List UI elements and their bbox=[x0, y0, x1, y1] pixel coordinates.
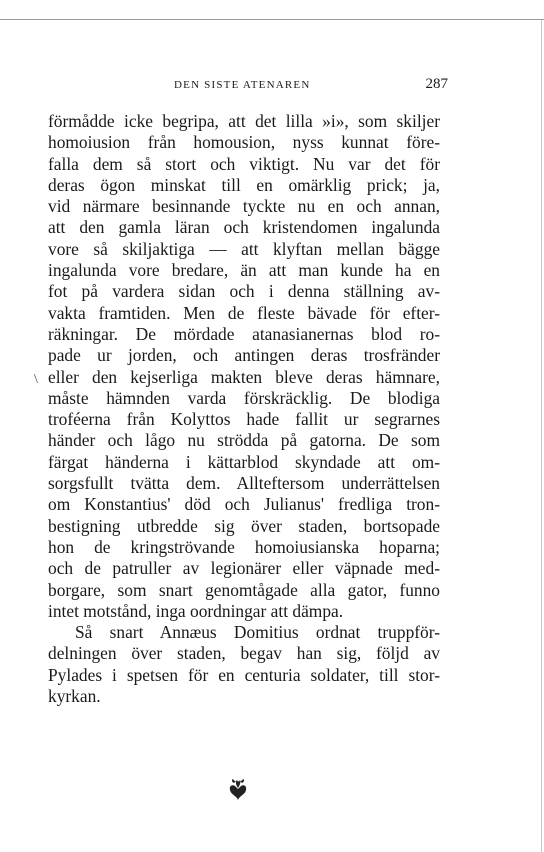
text-line: falla dem så stort och viktigt. Nu var det för bbox=[48, 153, 440, 174]
page-top-rule bbox=[0, 19, 544, 20]
text-line: och de patruller av legionärer eller väpnade med- bbox=[48, 558, 440, 579]
text-line: Så snart Annæus Domitius ordnat truppför- bbox=[75, 622, 440, 643]
running-title: DEN SISTE ATENAREN bbox=[174, 79, 311, 91]
text-line: räkningar. De mördade atanasianernas blod ro- bbox=[48, 323, 440, 344]
fleuron-ornament-icon bbox=[228, 779, 248, 801]
text-line: troféerna från Kolyttos hade fallit ur segrarnes bbox=[48, 409, 440, 430]
text-line: färgat händerna i kättarblod skyndade att om- bbox=[48, 451, 440, 472]
page-right-edge bbox=[541, 20, 542, 852]
text-line: intet motstånd, inga oordningar att dämpa. bbox=[48, 600, 344, 621]
text-line: deras ögon minskat till en omärklig prick; ja, bbox=[48, 174, 440, 195]
text-line: fot på vardera sidan och i denna ställning av- bbox=[48, 281, 440, 302]
text-line: hon de kringströvande homoiusianska hoparna; bbox=[48, 536, 440, 557]
margin-mark: \ bbox=[34, 372, 38, 387]
body-text bbox=[48, 111, 440, 707]
text-line: homoiusion från homousion, nyss kunnat före- bbox=[48, 132, 440, 153]
text-line: borgare, som snart genomtågade alla gator, funno bbox=[48, 579, 440, 600]
text-line: vid närmare besinnande tyckte nu en och annan, bbox=[48, 196, 440, 217]
text-line: bestigning utbredde sig över staden, bortsopade bbox=[48, 515, 440, 536]
text-line: kyrkan. bbox=[48, 686, 101, 707]
text-line: händer och lågo nu strödda på gatorna. De som bbox=[48, 430, 440, 451]
text-line: eller den kejserliga makten bleve deras hämnare, bbox=[48, 366, 440, 387]
text-line: sorgsfullt tvätta dem. Allteftersom underrättelsen bbox=[48, 473, 440, 494]
running-header bbox=[48, 76, 448, 98]
text-line: Pylades i spetsen för en centuria soldater, till stor- bbox=[48, 664, 440, 685]
text-line: att den gamla läran och kristendomen ingalunda bbox=[48, 217, 440, 238]
text-line: förmådde icke begripa, att det lilla »i», som skiljer bbox=[48, 111, 440, 131]
text-line: vore så skiljaktiga — att klyftan mellan bägge bbox=[48, 238, 440, 259]
text-line: ingalunda vore bredare, än att man kunde ha en bbox=[48, 260, 440, 281]
page-number: 287 bbox=[425, 76, 448, 92]
text-line: delningen över staden, begav han sig, följd av bbox=[48, 643, 440, 664]
text-line: vakta framtiden. Men de fleste bävade för efter- bbox=[48, 302, 440, 323]
text-line: måste hämnden varda förskräcklig. De blodiga bbox=[48, 387, 440, 408]
text-line: om Konstantius' död och Julianus' fredliga tron- bbox=[48, 494, 440, 515]
text-line: pade ur jorden, och antingen deras trosfränder bbox=[48, 345, 440, 366]
